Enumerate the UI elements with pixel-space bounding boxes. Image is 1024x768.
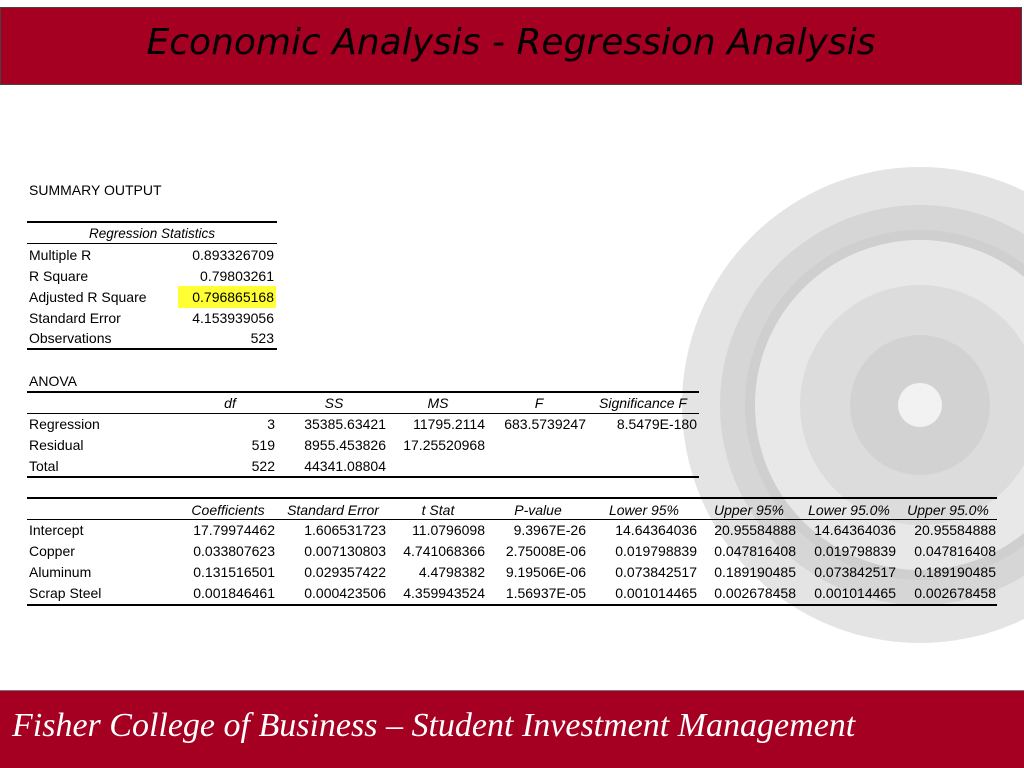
anova-header-ss: SS [324,395,344,411]
footer-text: Fisher College of Business – Student Investment Management [12,707,856,744]
coef-cell: 17.79974462 [193,522,275,538]
table-rule [27,243,277,244]
coef-header-upper-95-0: Upper 95.0% [907,502,989,518]
anova-cell: 11795.2114 [413,416,485,432]
coef-row-label: Scrap Steel [29,585,102,601]
coef-row-label: Aluminum [29,564,92,580]
stat-label-multiple-r: Multiple R [29,247,92,263]
table-rule [27,604,997,606]
coef-cell: 9.19506E-06 [505,564,586,580]
anova-cell: 44341.08804 [304,458,386,474]
coef-cell: 0.019798839 [814,543,896,559]
stat-value-standard-error: 4.153939056 [192,310,274,326]
table-rule [27,413,699,414]
coef-row-label: Copper [29,543,75,559]
table-rule [27,497,997,499]
table-rule [27,348,277,350]
stat-value-observations: 523 [250,330,274,346]
coef-cell: 0.001014465 [814,585,896,601]
coef-cell: 1.56937E-05 [505,585,586,601]
anova-label: ANOVA [29,373,77,389]
stat-value-multiple-r: 0.893326709 [192,247,274,263]
coef-cell: 0.189190485 [914,564,996,580]
coef-cell: 1.606531723 [304,522,386,538]
slide-title: Economic Analysis - Regression Analysis [146,22,876,63]
table-rule [27,391,699,393]
coef-cell: 0.073842517 [814,564,896,580]
coef-cell: 0.002678458 [714,585,796,601]
anova-cell: 35385.63421 [304,416,386,432]
table-rule [27,476,699,478]
coef-cell: 0.001846461 [193,585,275,601]
anova-row-label: Total [29,458,59,474]
coef-cell: 20.95584888 [914,522,996,538]
coef-header-p-value: P-value [514,502,562,518]
coef-cell: 11.0796098 [412,522,485,538]
coef-cell: 0.001014465 [615,585,697,601]
coef-cell: 4.4798382 [418,564,485,580]
coef-cell: 4.359943524 [403,585,485,601]
stat-value-r-square: 0.79803261 [200,268,274,284]
regression-statistics-heading: Regression Statistics [88,226,216,241]
anova-header-f: F [534,395,544,411]
coef-cell: 0.131516501 [193,564,275,580]
anova-header-ms: MS [427,395,449,411]
coef-cell: 0.189190485 [714,564,796,580]
anova-cell: 3 [267,416,275,432]
coef-cell: 20.95584888 [714,522,796,538]
coef-header-t-stat: t Stat [421,502,455,518]
coef-cell: 2.75008E-06 [505,543,586,559]
table-rule [27,221,277,223]
anova-cell: 17.25520968 [403,437,485,453]
anova-cell: 522 [251,458,275,474]
anova-cell: 8955.453826 [304,437,386,453]
coef-header-lower-95-0: Lower 95.0% [808,502,890,518]
anova-row-label: Regression [29,416,100,432]
anova-cell: 8.5479E-180 [616,416,697,432]
stat-label-adjusted-r-square: Adjusted R Square [29,289,147,305]
coef-cell: 4.741068366 [403,543,485,559]
coef-row-label: Intercept [29,522,84,538]
summary-output-label: SUMMARY OUTPUT [29,182,162,198]
anova-header-df: df [224,395,236,411]
coef-cell: 14.64364036 [814,522,896,538]
coef-cell: 0.007130803 [304,543,386,559]
coef-header-upper-95: Upper 95% [713,502,785,518]
coef-cell: 0.047816408 [714,543,796,559]
coef-cell: 0.000423506 [304,585,386,601]
coef-cell: 0.073842517 [615,564,697,580]
stat-value-adjusted-r-square: 0.796865168 [192,289,274,305]
coef-cell: 0.029357422 [304,564,386,580]
stat-label-standard-error: Standard Error [29,310,121,326]
coef-cell: 14.64364036 [615,522,697,538]
coef-cell: 0.033807623 [193,543,275,559]
stat-label-r-square: R Square [29,268,89,284]
stat-label-observations: Observations [29,330,112,346]
coef-cell: 0.002678458 [914,585,996,601]
anova-row-label: Residual [29,437,84,453]
coef-cell: 9.3967E-26 [513,522,586,538]
anova-cell: 683.5739247 [504,416,586,432]
coef-header-standard-error: Standard Error [287,502,379,518]
coef-cell: 0.019798839 [615,543,697,559]
anova-header-significance-f: Significance F [599,395,687,411]
coef-header-coefficients: Coefficients [191,502,265,518]
table-rule [27,519,997,520]
anova-cell: 519 [251,437,275,453]
footer-banner [0,690,1024,768]
coef-cell: 0.047816408 [914,543,996,559]
coef-header-lower-95: Lower 95% [608,502,680,518]
